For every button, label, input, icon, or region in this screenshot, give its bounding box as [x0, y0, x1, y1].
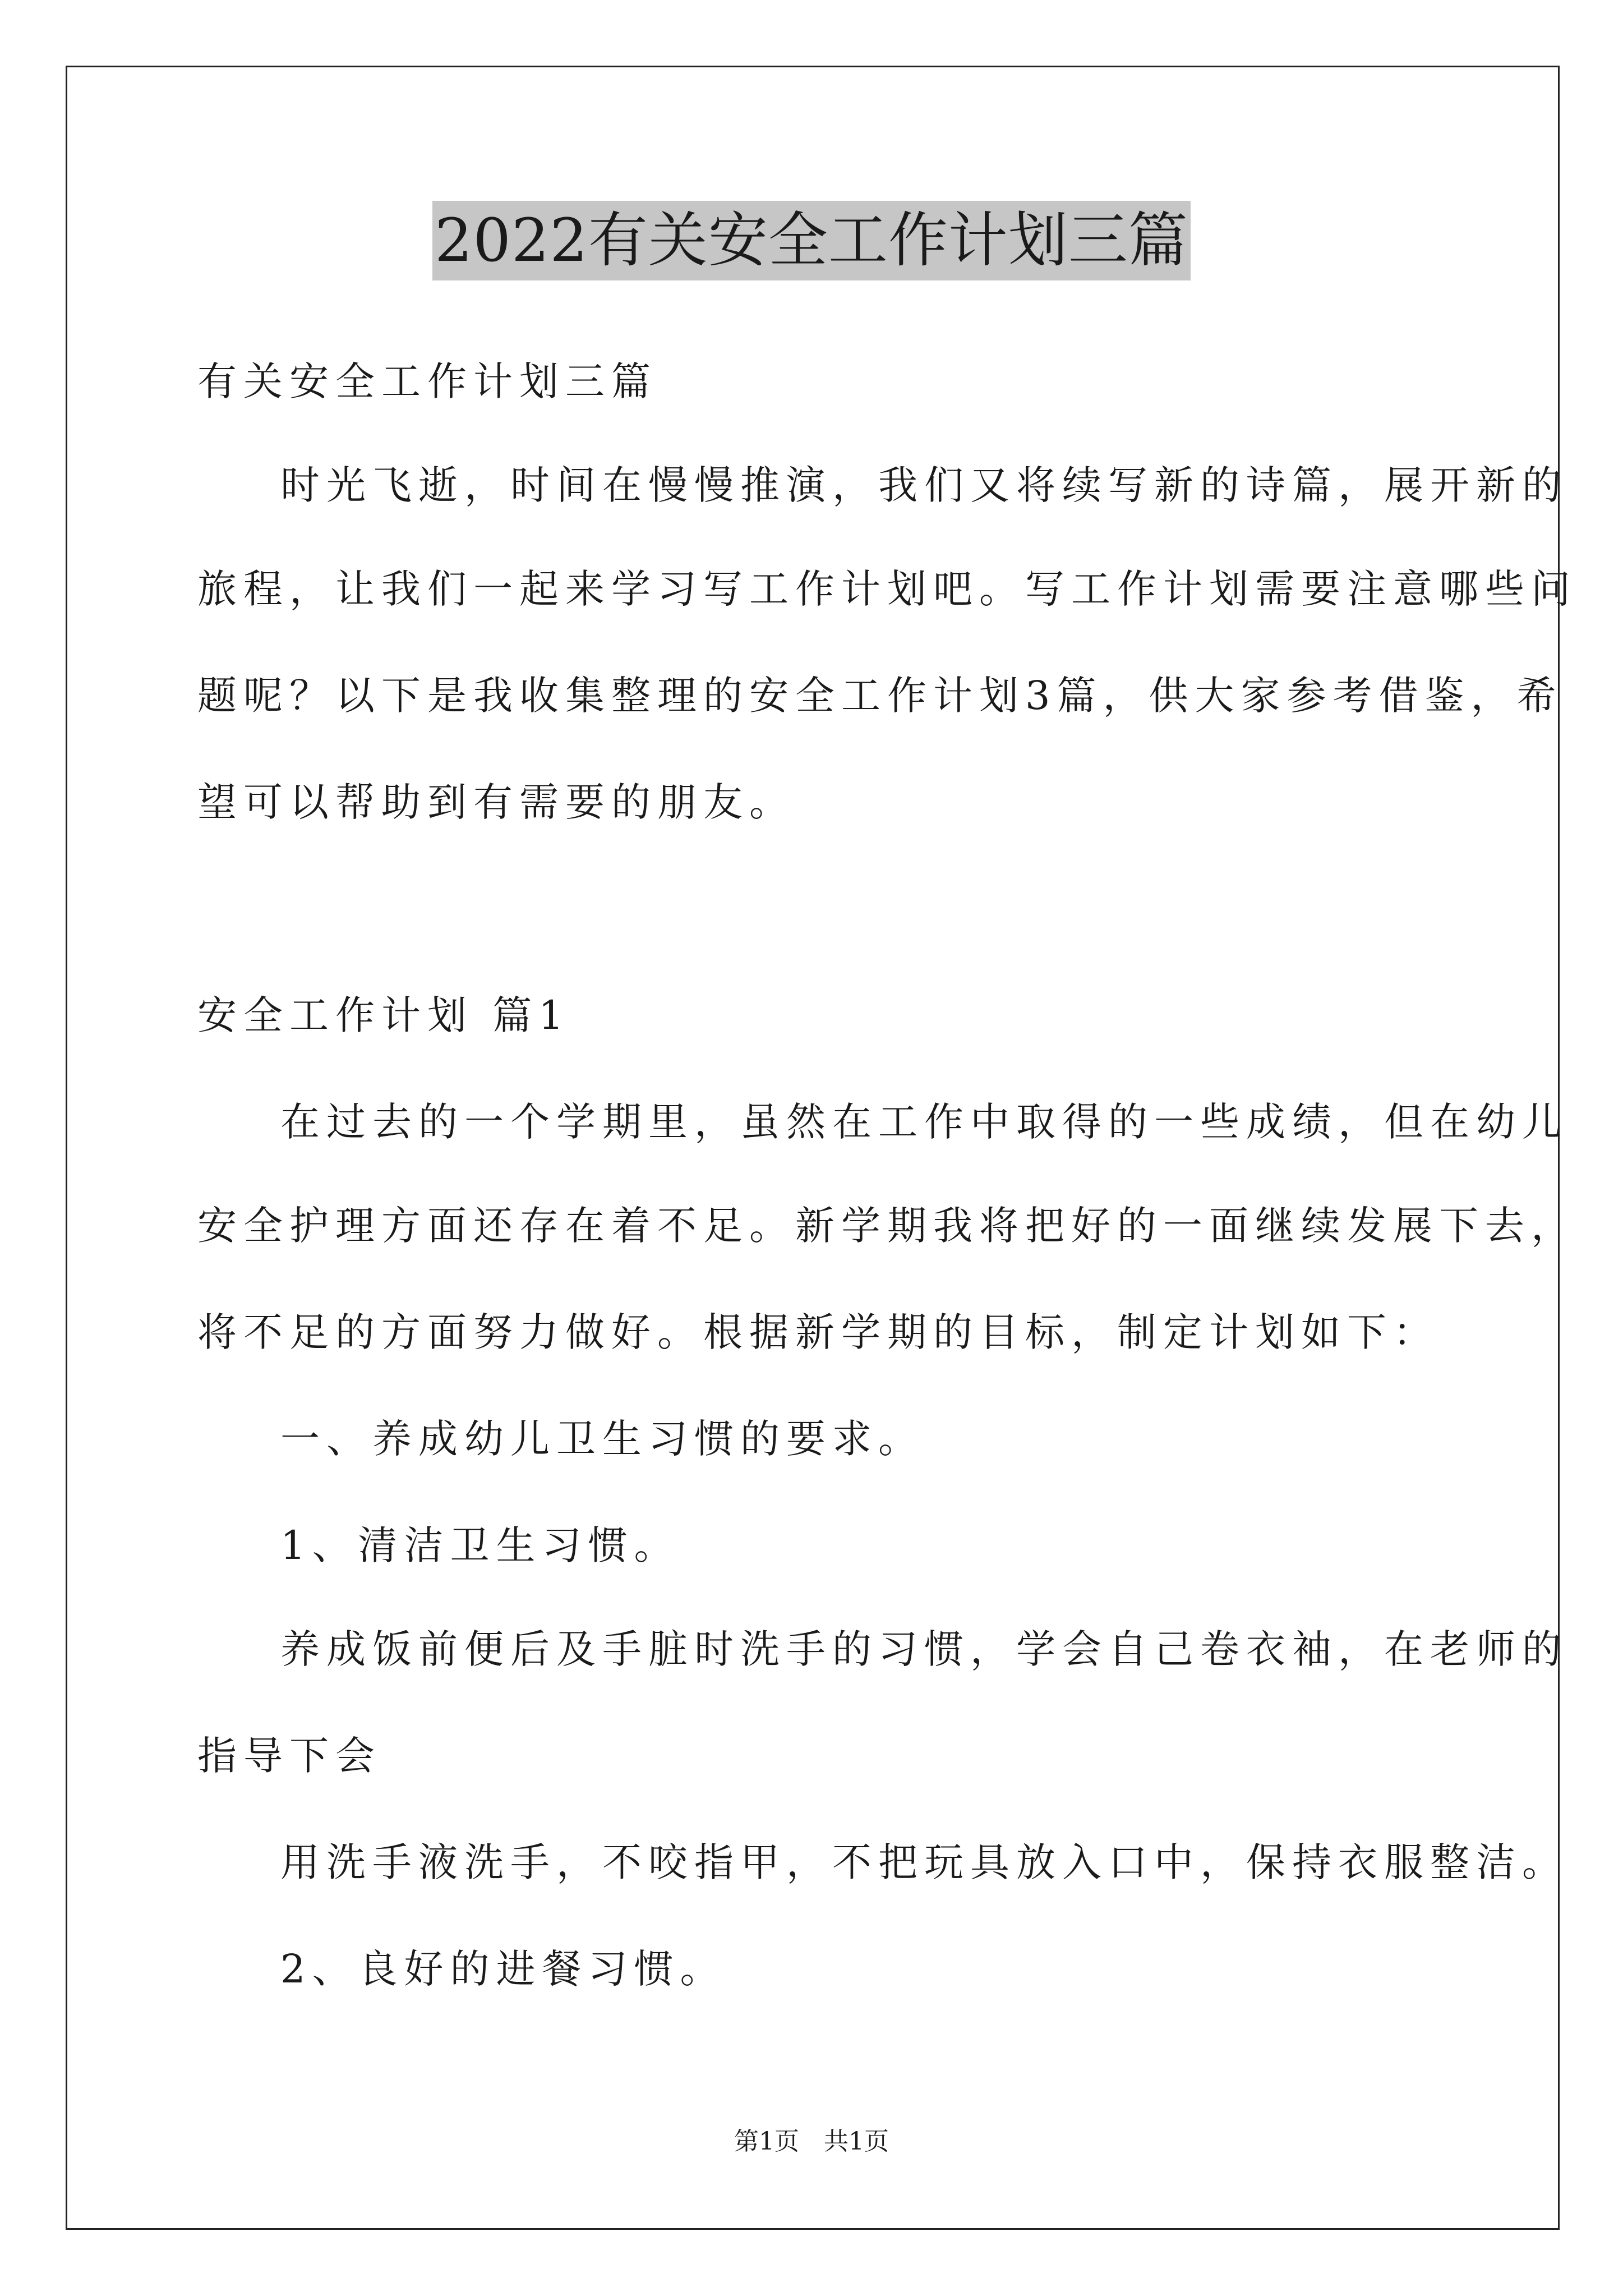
paragraph-line: 2、良好的进餐习惯。	[280, 1946, 726, 1992]
paragraph-line: 将不足的方面努力做好。根据新学期的目标，制定计划如下：	[197, 1309, 1439, 1355]
paragraph-line: 时光飞逝，时间在慢慢推演，我们又将续写新的诗篇，展开新的	[280, 462, 1568, 508]
paragraph-line: 养成饭前便后及手脏时洗手的习惯，学会自己卷衣袖，在老师的	[280, 1626, 1568, 1672]
subtitle: 有关安全工作计划三篇	[197, 358, 657, 404]
paragraph-line: 安全护理方面还存在着不足。新学期我将把好的一面继续发展下去，	[197, 1203, 1577, 1249]
paragraph-line: 题呢？以下是我收集整理的安全工作计划3篇，供大家参考借鉴，希	[197, 673, 1563, 719]
paragraph-line: 旅程，让我们一起来学习写工作计划吧。写工作计划需要注意哪些问	[197, 566, 1577, 612]
paragraph-line: 用洗手液洗手，不咬指甲，不把玩具放入口中，保持衣服整洁。	[280, 1839, 1568, 1885]
section-heading: 安全工作计划 篇1	[197, 992, 570, 1038]
paragraph-line: 望可以帮助到有需要的朋友。	[197, 779, 795, 825]
title-container	[0, 201, 1623, 280]
paragraph-line: 指导下会	[197, 1733, 381, 1779]
paragraph-line: 一、养成幼儿卫生习惯的要求。	[280, 1416, 924, 1462]
document-title: 2022有关安全工作计划三篇	[432, 201, 1191, 280]
paragraph-line: 在过去的一个学期里，虽然在工作中取得的一些成绩，但在幼儿	[280, 1099, 1568, 1145]
paragraph-line: 1、清洁卫生习惯。	[280, 1522, 680, 1568]
page-footer: 第1页 共1页	[734, 2127, 889, 2156]
